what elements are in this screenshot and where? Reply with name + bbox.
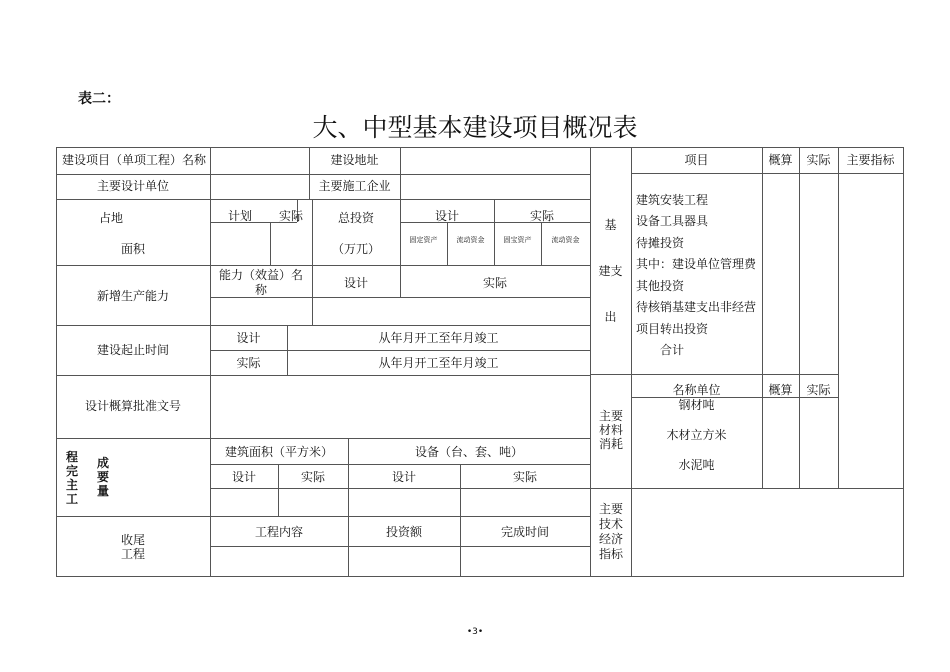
- material-item: 水泥吨: [678, 458, 715, 472]
- equip-design-header: 设计: [391, 470, 416, 484]
- work-content-header: 工程内容: [254, 525, 303, 539]
- capex-total: 合计: [660, 343, 685, 357]
- period-actual-text: 从年月开工至年月竣工: [378, 356, 499, 370]
- new-capacity-label: 新增生产能力: [96, 289, 169, 303]
- land-area-label-2: 面积: [120, 242, 145, 256]
- capacity-design-header: 设计: [343, 276, 368, 290]
- floor-actual-header: 实际: [300, 470, 325, 484]
- materials-label: 主要材料消耗: [598, 409, 623, 451]
- capacity-actual-header: 实际: [482, 276, 507, 290]
- page-number: •3•: [466, 627, 484, 637]
- capex-item: 项目转出投资: [636, 322, 709, 336]
- capex-item: 其他投资: [636, 279, 685, 293]
- current-funds-design: 流动资金: [456, 236, 485, 244]
- project-name-label: 建设项目（单项工程）名称: [61, 153, 206, 167]
- period-design-label: 设计: [236, 331, 261, 345]
- capex-item: 建筑安装工程: [636, 193, 709, 207]
- tail-project-label-2: 工程: [120, 547, 145, 561]
- invest-design-header: 设计: [434, 209, 459, 223]
- approval-no-label: 设计概算批准文号: [84, 399, 181, 413]
- materials-actual-header: 实际: [806, 383, 831, 397]
- capacity-benefit-label: 能力（效益）名称: [218, 268, 303, 297]
- land-plan-header: 计划: [227, 209, 252, 223]
- item-header: 项目: [684, 153, 709, 167]
- period-design-text: 从年月开工至年月竣工: [378, 331, 499, 345]
- investment-amount-header: 投资额: [385, 525, 422, 539]
- budget-header: 概算: [768, 153, 793, 167]
- completion-time-header: 完成时间: [500, 525, 549, 539]
- fixed-assets-design: 固定资产: [409, 236, 438, 244]
- total-invest-label: 总投资: [337, 211, 374, 225]
- capex-item: 其中：建设单位管理费: [636, 257, 757, 271]
- page-title: 大、中型基本建设项目概况表: [312, 113, 638, 142]
- actual-header: 实际: [806, 153, 831, 167]
- capex-item: 待核销基建支出非经营: [636, 300, 757, 314]
- period-actual-label: 实际: [236, 356, 261, 370]
- floor-area-header: 建筑面积（平方米）: [224, 445, 333, 459]
- construction-firm-label: 主要施工企业: [318, 179, 391, 193]
- key-indicators-header: 主要指标: [846, 153, 895, 167]
- table-number: 表二：: [78, 91, 120, 107]
- floor-design-header: 设计: [231, 470, 256, 484]
- address-label: 建设地址: [330, 153, 379, 167]
- equipment-header: 设备（台、套、吨）: [414, 445, 523, 459]
- capex-label-1: 基: [604, 218, 617, 232]
- materials-budget-header: 概算: [768, 383, 793, 397]
- total-invest-unit: （万兀）: [331, 242, 380, 256]
- invest-actual-header: 实际: [529, 209, 554, 223]
- completion-label-a: 程完主工: [65, 450, 78, 506]
- tech-indicators-label: 主要技术经济指标: [598, 502, 623, 561]
- capex-item: 设备工具器具: [636, 214, 709, 228]
- land-actual-header: 实际: [278, 209, 303, 223]
- design-unit-label: 主要设计单位: [96, 179, 169, 193]
- land-area-label: 占地: [98, 211, 123, 225]
- equip-actual-header: 实际: [512, 470, 537, 484]
- name-unit-header: 名称单位: [672, 383, 721, 397]
- capex-item: 待摊投资: [636, 236, 685, 250]
- current-funds-actual: 流动资金: [551, 236, 580, 244]
- capex-label-3: 出: [604, 310, 617, 324]
- fixed-assets-actual: 固宝资产: [503, 236, 532, 244]
- material-item: 钢材吨: [678, 398, 715, 412]
- tail-project-label: 收尾: [120, 533, 145, 547]
- material-item: 木材立方米: [666, 428, 727, 442]
- capex-label-2: 建支: [598, 264, 623, 278]
- completion-label-b: 成要量: [96, 456, 109, 498]
- period-label: 建设起止时间: [96, 343, 169, 357]
